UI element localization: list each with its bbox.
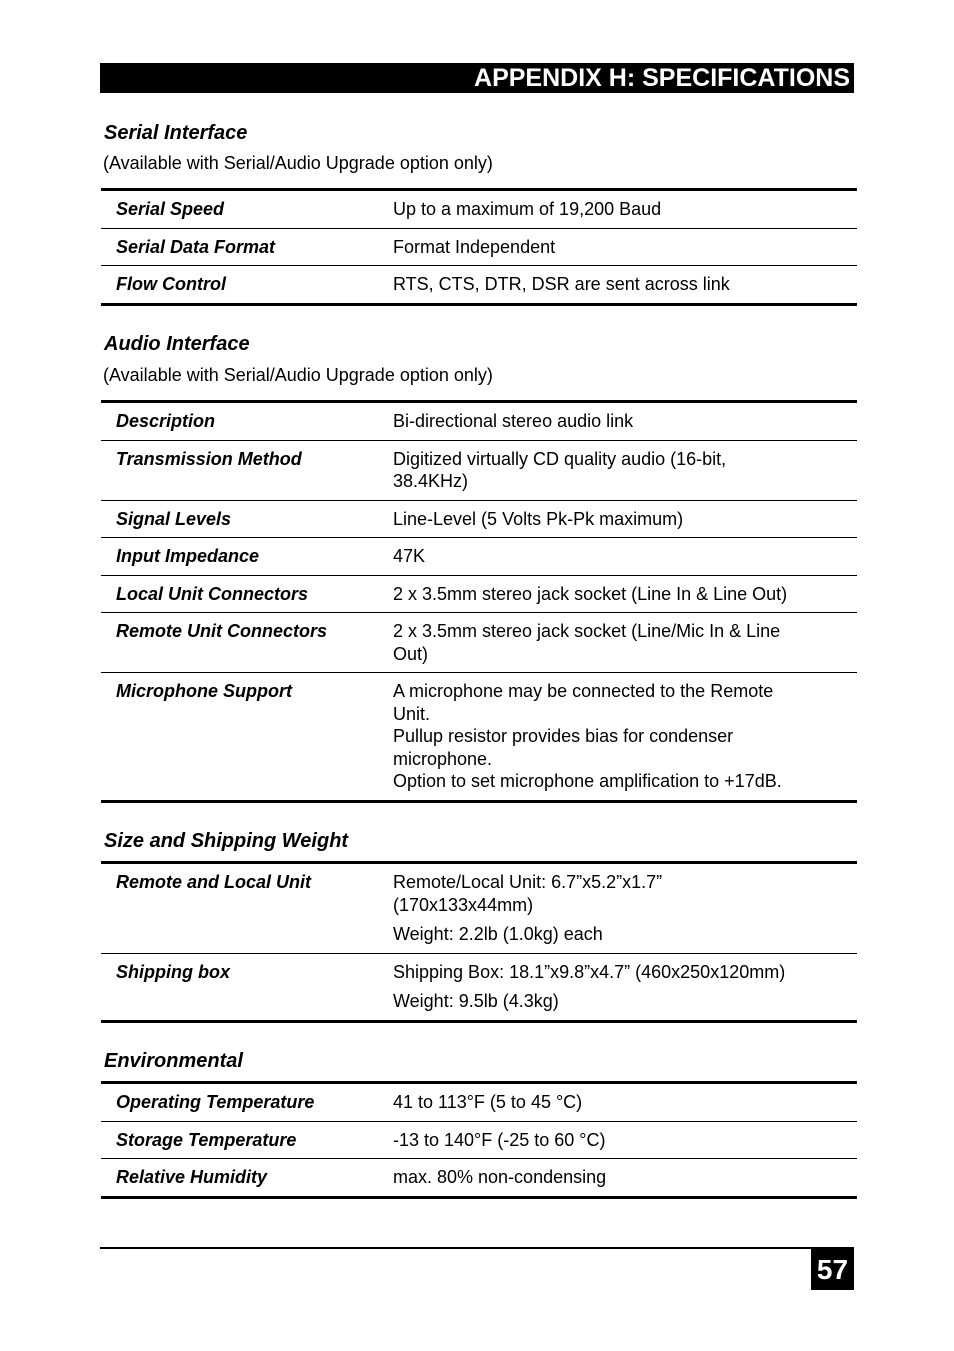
spec-key: Signal Levels (101, 500, 393, 538)
page-header (100, 63, 854, 93)
spec-value-line: Option to set microphone amplification to +17dB. (393, 771, 782, 791)
table-row (101, 863, 857, 954)
spec-value-line: Digitized virtually CD quality audio (16-bit, (393, 448, 727, 469)
spec-key: Local Unit Connectors (101, 575, 393, 613)
spec-key: Serial Data Format (101, 228, 393, 266)
footer-rule (100, 1247, 854, 1249)
serial-spec-table (101, 188, 857, 306)
spec-key: Microphone Support (101, 673, 393, 802)
spec-value (393, 402, 857, 441)
spec-value-line: Line-Level (5 Volts Pk-Pk maximum) (393, 508, 684, 529)
spec-value-line: 41 to 113°F (5 to 45 °C) (393, 1092, 583, 1112)
table-row (101, 953, 857, 1021)
spec-value (393, 538, 857, 576)
size-spec-table (101, 861, 857, 1023)
spec-value (393, 673, 857, 802)
section-subtitle-audio: (Available with Serial/Audio Upgrade option only) (103, 365, 493, 385)
table-row (101, 613, 857, 673)
spec-value (393, 575, 857, 613)
audio-spec-table (101, 400, 857, 803)
spec-value-line: Out) (393, 643, 429, 664)
section-title-audio: Audio Interface (104, 333, 250, 355)
table-row (101, 1159, 857, 1198)
spec-weight: Weight: 2.2lb (1.0kg) each (393, 924, 603, 944)
spec-key: Transmission Method (101, 440, 393, 500)
spec-key: Operating Temperature (116, 1092, 315, 1112)
section-title-environmental: Environmental (104, 1050, 243, 1072)
page-number: 57 (811, 1249, 854, 1290)
spec-value-line: A microphone may be connected to the Remote (393, 681, 774, 701)
page-title: APPENDIX H: SPECIFICATIONS (474, 64, 850, 92)
spec-value-line: Remote/Local Unit: 6.7”x5.2”x1.7” (393, 872, 663, 892)
table-row (101, 266, 857, 305)
table-row (101, 1121, 857, 1159)
section-title-serial: Serial Interface (104, 122, 248, 144)
table-row (101, 402, 857, 441)
environmental-spec-table (101, 1081, 857, 1199)
spec-value (393, 266, 857, 305)
spec-value-line: (170x133x44mm) (393, 894, 534, 915)
section-subtitle-serial: (Available with Serial/Audio Upgrade option only) (103, 153, 493, 173)
spec-value (393, 228, 857, 266)
spec-value (393, 190, 857, 229)
spec-value-line: 47K (393, 546, 426, 566)
spec-key: Serial Speed (116, 199, 225, 219)
spec-value (393, 1121, 857, 1159)
spec-value-line: 2 x 3.5mm stereo jack socket (Line In & Line Out) (393, 583, 788, 604)
spec-key: Flow Control (101, 266, 393, 305)
spec-value-line: max. 80% non-condensing (393, 1167, 607, 1187)
table-row (101, 673, 857, 802)
spec-value-line: Up to a maximum of 19,200 Baud (393, 199, 662, 219)
spec-value-line: Format Independent (393, 236, 556, 257)
section-title-size: Size and Shipping Weight (104, 830, 349, 852)
spec-value (393, 1083, 857, 1122)
spec-value-line: Unit. (393, 703, 431, 724)
table-row (101, 440, 857, 500)
spec-value-line: 2 x 3.5mm stereo jack socket (Line/Mic In & Line (393, 621, 781, 641)
spec-key: Shipping box (101, 953, 393, 1021)
table-row (101, 575, 857, 613)
spec-key: Input Impedance (101, 538, 393, 576)
spec-weight: Weight: 9.5lb (4.3kg) (393, 991, 559, 1011)
spec-key: Remote Unit Connectors (101, 613, 393, 673)
spec-value-line: -13 to 140°F (-25 to 60 °C) (393, 1129, 606, 1150)
table-row (101, 538, 857, 576)
spec-value-line: 38.4KHz) (393, 471, 469, 491)
spec-value (393, 613, 857, 673)
table-row (101, 1083, 857, 1122)
spec-key: Remote and Local Unit (116, 872, 312, 892)
spec-value (393, 953, 857, 1021)
spec-key: Relative Humidity (101, 1159, 393, 1198)
spec-value (393, 863, 857, 954)
spec-key: Description (116, 411, 216, 431)
table-row (101, 190, 857, 229)
spec-value (393, 1159, 857, 1198)
spec-value (393, 440, 857, 500)
spec-value (393, 500, 857, 538)
spec-value-line: Shipping Box: 18.1”x9.8”x4.7” (460x250x120mm) (393, 961, 786, 982)
spec-value-line: RTS, CTS, DTR, DSR are sent across link (393, 274, 730, 294)
spec-value-line: Pullup resistor provides bias for condenser (393, 726, 734, 746)
spec-value-line: microphone. (393, 748, 493, 769)
spec-value-line: Bi-directional stereo audio link (393, 411, 634, 431)
table-row (101, 500, 857, 538)
table-row (101, 228, 857, 266)
spec-key: Storage Temperature (101, 1121, 393, 1159)
